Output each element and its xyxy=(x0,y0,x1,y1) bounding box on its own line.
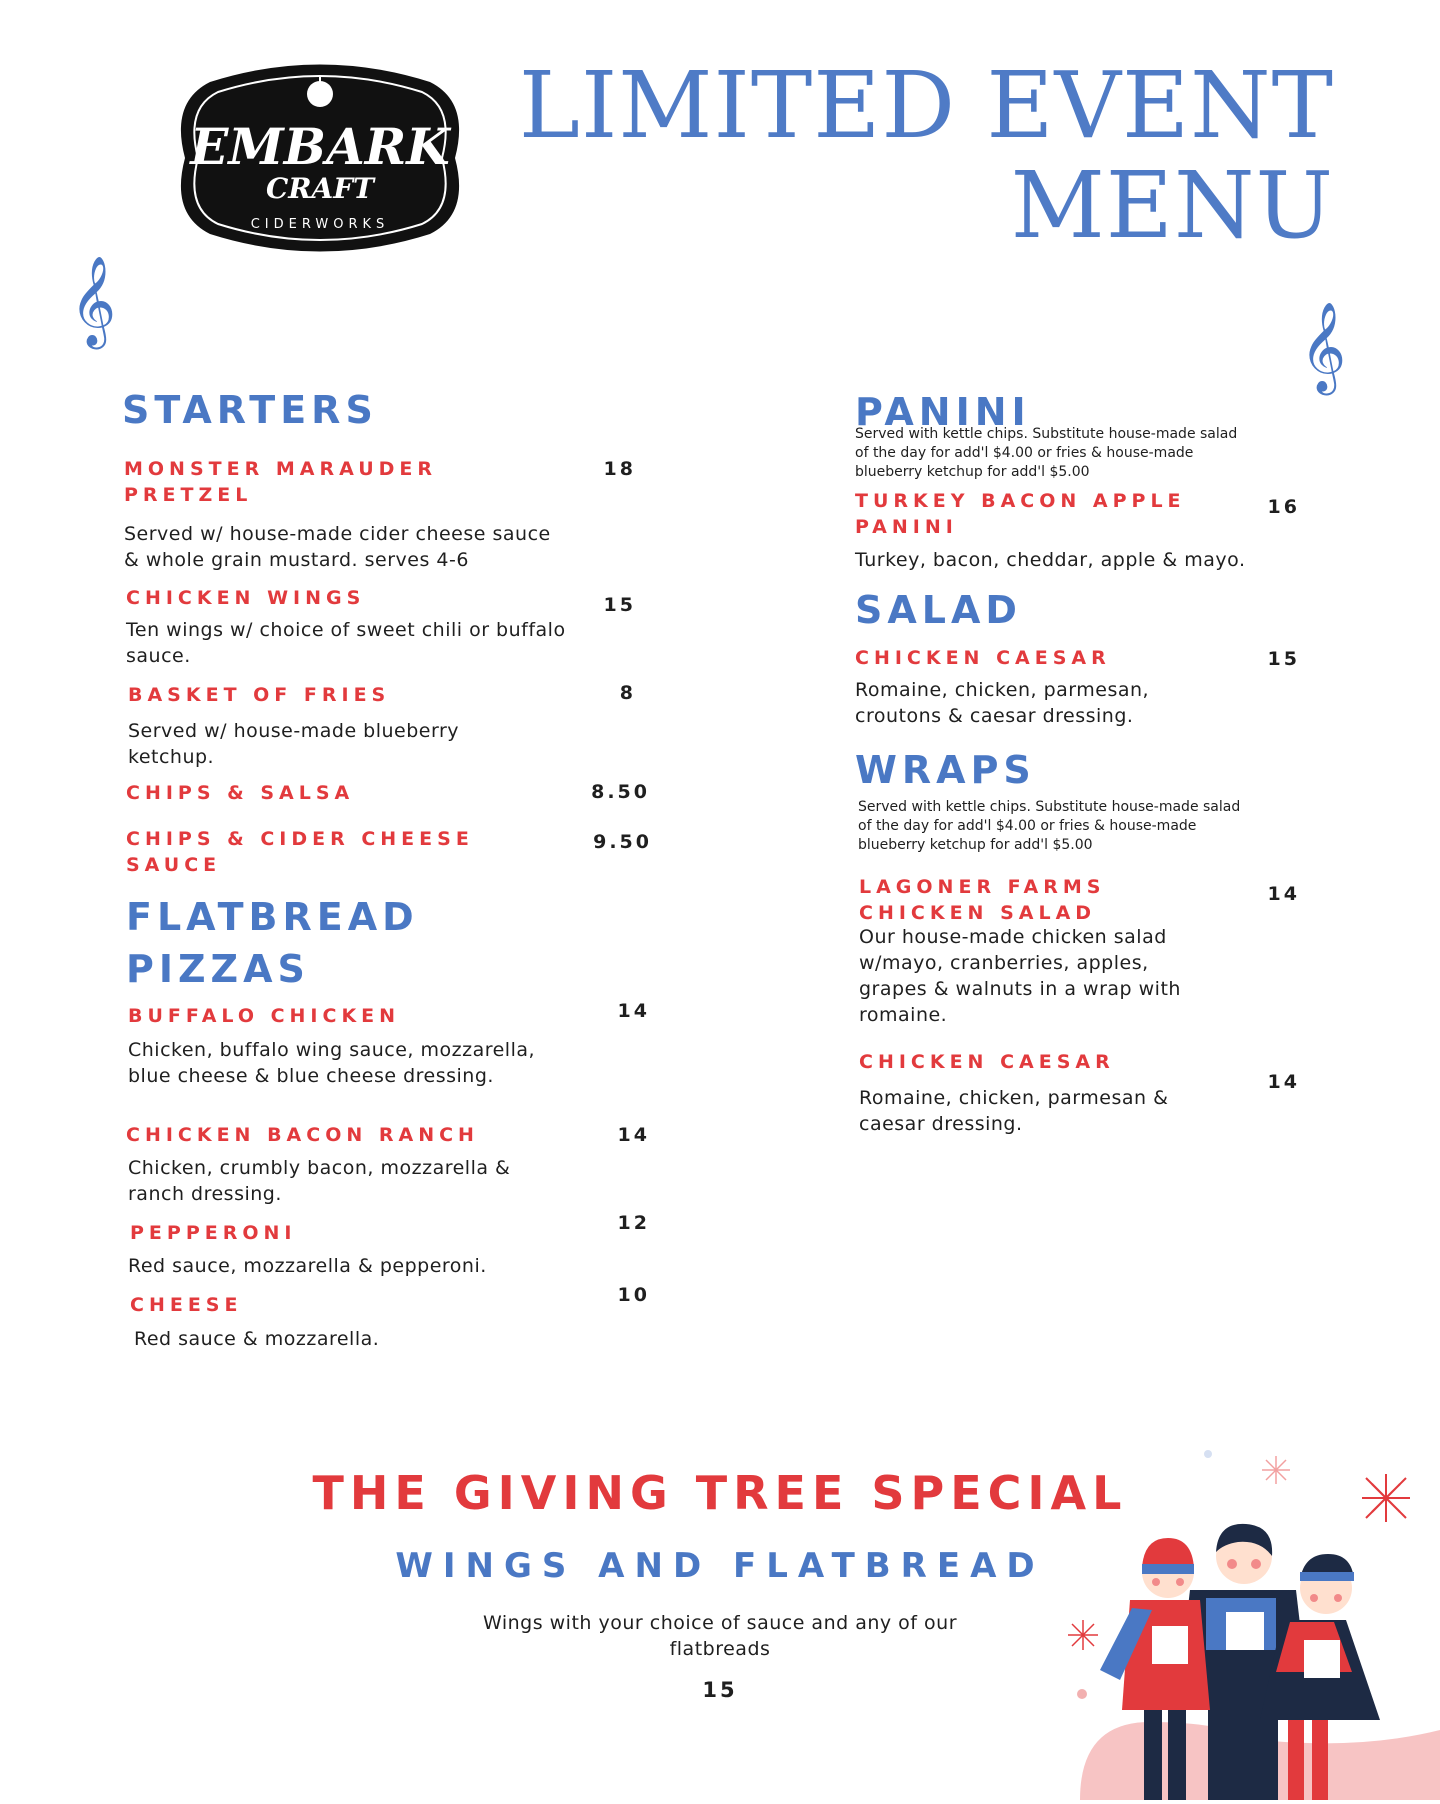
firework-icon xyxy=(1262,1456,1290,1484)
section-heading-panini: PANINI xyxy=(855,390,1031,434)
menu-item-price: 16 xyxy=(1267,496,1300,518)
menu-item-price: 14 xyxy=(1267,1071,1300,1093)
menu-item-name: BASKET OF FRIES xyxy=(128,684,391,706)
section-heading-starters: STARTERS xyxy=(122,388,378,432)
firework-icon xyxy=(1362,1474,1410,1522)
menu-item-name: BUFFALO CHICKEN xyxy=(128,1005,401,1027)
special-subheading: WINGS AND FLATBREAD xyxy=(395,1546,1045,1586)
menu-item-price: 8 xyxy=(619,682,636,704)
menu-item-description: Romaine, chicken, parmesan, croutons & caesar dressing. xyxy=(855,679,1150,727)
title-line-1: LIMITED EVENT xyxy=(518,52,1334,159)
special-heading: THE GIVING TREE SPECIAL xyxy=(312,1466,1128,1520)
menu-item-description: Red sauce, mozzarella & pepperoni. xyxy=(128,1255,487,1277)
menu-item-price: 14 xyxy=(617,1124,650,1146)
menu-item-name: CHICKEN BACON RANCH xyxy=(126,1124,479,1146)
section-heading-wraps: WRAPS xyxy=(855,748,1036,792)
treble-clef-icon: 𝄞 xyxy=(70,256,117,346)
menu-item-price: 10 xyxy=(617,1284,650,1306)
special-price: 15 xyxy=(702,1678,738,1702)
menu-item-description: Served w/ house-made blueberry ketchup. xyxy=(128,720,460,768)
section-heading-salad: SALAD xyxy=(855,588,1022,632)
menu-item-description: Served w/ house-made cider cheese sauce & whole grain mustard. serves 4-6 xyxy=(124,523,551,571)
menu-item-description: Red sauce & mozzarella. xyxy=(134,1328,380,1350)
menu-item-name: CHICKEN WINGS xyxy=(126,587,366,609)
logo-text-embark: EMBARK xyxy=(190,117,450,176)
menu-item-description: Turkey, bacon, cheddar, apple & mayo. xyxy=(855,549,1246,571)
menu-item-description: Our house-made chicken salad w/mayo, cranberries, apples, grapes & walnuts in a wrap with romaine. xyxy=(859,926,1181,1026)
menu-item-description: Chicken, crumbly bacon, mozzarella & ranch dressing. xyxy=(128,1157,511,1205)
menu-item-description: Romaine, chicken, parmesan & caesar dressing. xyxy=(859,1087,1169,1135)
page-title xyxy=(474,52,1334,259)
carolers-illustration xyxy=(1060,1440,1440,1800)
section-note: Served with kettle chips. Substitute house-made salad of the day for add'l $4.00 or fries & house-made blueberry ketchup for add'l $5.00 xyxy=(858,799,1241,853)
logo-text-craft: CRAFT xyxy=(266,172,374,205)
menu-item-name: TURKEY BACON APPLE PANINI xyxy=(855,490,1186,538)
menu-item-name: CHIPS & CIDER CHEESE SAUCE xyxy=(126,828,474,876)
menu-item-price: 14 xyxy=(1267,883,1300,905)
logo-text-ciderworks: CIDERWORKS xyxy=(250,217,390,232)
menu-item-price: 14 xyxy=(617,1000,650,1022)
title-line-2: MENU xyxy=(1010,152,1334,259)
section-heading-line: PIZZAS xyxy=(126,947,310,991)
section-note: Served with kettle chips. Substitute house-made salad of the day for add'l $4.00 or fries & house-made blueberry ketchup for add'l $5.00 xyxy=(855,426,1238,480)
embark-craft-logo xyxy=(170,52,470,264)
menu-item-price: 15 xyxy=(1267,648,1300,670)
special-description: Wings with your choice of sauce and any of our flatbreads xyxy=(482,1612,958,1660)
menu-item-name: MONSTER MARAUDER PRETZEL xyxy=(124,458,438,506)
menu-item-price: 18 xyxy=(603,458,636,480)
firework-icon xyxy=(1068,1620,1098,1650)
menu-item-name: CHEESE xyxy=(130,1294,243,1316)
treble-clef-icon: 𝄞 xyxy=(1300,302,1347,392)
menu-item-name: LAGONER FARMS CHICKEN SALAD xyxy=(859,876,1106,924)
menu-item-description: Chicken, buffalo wing sauce, mozzarella, blue cheese & blue cheese dressing. xyxy=(128,1039,536,1087)
section-heading-flatbread xyxy=(126,891,419,995)
menu-item-name: CHIPS & SALSA xyxy=(126,782,355,804)
menu-item-price: 9.50 xyxy=(593,831,652,853)
menu-item-description: Ten wings w/ choice of sweet chili or buffalo sauce. xyxy=(126,619,566,667)
menu-item-price: 12 xyxy=(617,1212,650,1234)
menu-item-name: PEPPERONI xyxy=(130,1222,297,1244)
menu-item-price: 8.50 xyxy=(591,781,650,803)
menu-item-name: CHICKEN CAESAR xyxy=(859,1051,1115,1073)
section-heading-line: FLATBREAD xyxy=(126,895,419,939)
menu-item-name: CHICKEN CAESAR xyxy=(855,647,1111,669)
menu-item-price: 15 xyxy=(603,594,636,616)
